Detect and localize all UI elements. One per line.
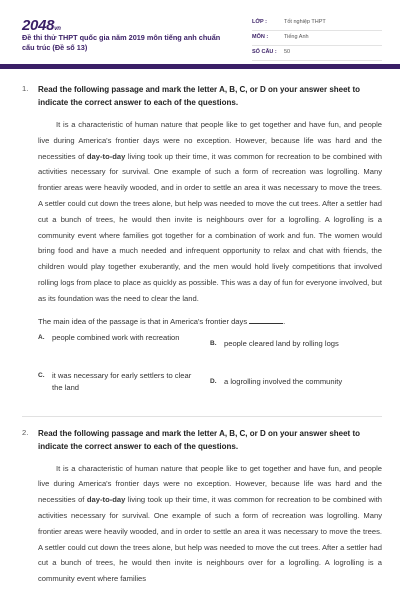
answer-options [38,332,382,408]
meta-row-subject [252,31,382,46]
site-logo[interactable]: 2048vn [22,17,61,34]
meta-row-count [252,46,382,61]
option-c[interactable]: C. it was necessary for early settlers to clear the land [38,370,192,393]
question-1 [22,83,400,408]
meta-label: SỐ CÂU : [252,49,277,55]
question-2 [22,427,400,587]
page-header [0,0,400,64]
meta-label: MÔN : [252,34,269,40]
option-a[interactable]: A. people combined work with recreation [38,332,180,342]
exam-title: Đề thi thử THPT quốc gia năm 2019 môn tiếng anh chuẩn cấu trúc (Đề số 13) [22,33,221,52]
answer-blank [249,317,283,324]
option-d[interactable]: D. a logrolling involved the community [210,376,343,386]
question-instruction: Read the following passage and mark the letter A, B, C, or D on your answer sheet to indicate the correct answer to each of the questions. [38,85,360,107]
meta-value: Tiếng Anh [284,34,309,40]
question-number: 1. [22,84,29,93]
option-b[interactable]: B. people cleared land by rolling logs [210,338,339,348]
meta-row-class [252,16,382,31]
question-divider [22,416,382,417]
exam-meta [252,16,382,61]
meta-value: 50 [284,49,291,55]
exam-content [0,69,400,587]
reading-passage: It is a characteristic of human nature that people like to get together and have fun, and people live during America's frontier days were no exception. However, because life was hard and the necessities of day-to-day living took up their time, it was common for recreation to be combined with activities necessary for survival. One example of such a form of recreation was logrolling. Many frontier areas were heavily wooded, and in order to settle an area it was necessary to move the trees. A settler could cut down the trees alone, but help was needed to move the cut trees. After a settler had cut a bunch of trees, he would then invite is neighbours over for a logrolling. A logrolling is a community event where families got together for a combination of work and fun. The women would bring food and have a much needed and infrequent opportunity to relax and chat with friends, the children would play together exuberantly, and the men would hold lively competitions that involved rolling logs from place to place as quickly as possible. This was a day of fun for everyone involved, but as its foundation was the need to clear the land. [38,120,382,303]
meta-value: Tốt nghiệp THPT [284,19,326,25]
question-instruction: Read the following passage and mark the letter A, B, C, or D on your answer sheet to indicate the correct answer to each of the questions. [38,428,360,451]
reading-passage: It is a characteristic of human nature that people like to get together and have fun, and people live during America's frontier days were no exception. However, because life was hard and the necessities of day-to-day living took up their time, it was common for recreation to be combined with activities necessary for survival. One example of such a form of recreation was logrolling. Many frontier areas were heavily wooded, and in order to settle an area it was necessary to move the trees. A settler could cut down the trees alone, but help was needed to move the cut trees. After a settler had cut a bunch of trees, he would then invite is neighbours over for a logrolling. A logrolling is a community event where families [38,463,382,584]
meta-label: LỚP : [252,19,267,25]
question-stem: The main idea of the passage is that in America's frontier days . [38,316,286,326]
question-number: 2. [22,427,29,437]
